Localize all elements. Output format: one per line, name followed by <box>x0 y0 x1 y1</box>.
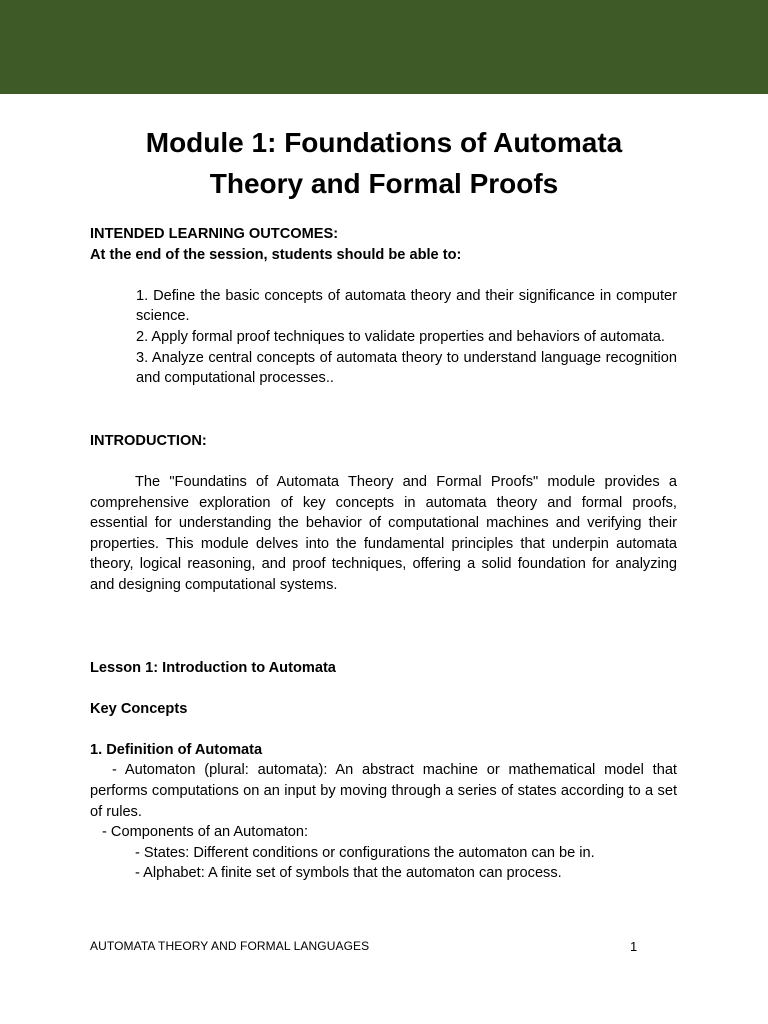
introduction-heading: INTRODUCTION: <box>90 432 207 449</box>
introduction-paragraph: The "Foundatins of Automata Theory and Formal Proofs" module provides a comprehensive exploration of key concepts in automata theory and formal proofs, essential for understanding the behavior of computational machines and verifying their properties. This module delves into the fundamental principles that underpin automata theory, logical reasoning, and proof techniques, offering a solid foundation for analyzing and designing computational systems. <box>90 473 677 593</box>
outcomes-subheading: At the end of the session, students should be able to: <box>90 246 462 263</box>
key-concepts-heading: Key Concepts <box>90 700 188 717</box>
component-states: - States: Different conditions or configurations the automaton can be in. <box>135 844 595 861</box>
components-heading: - Components of an Automaton: <box>102 824 309 841</box>
title-line-2: Theory and Formal Proofs <box>209 168 559 199</box>
outcome-item-3: 3. Analyze central concepts of automata theory to understand language recognition and computational processes.. <box>136 349 677 387</box>
title-line-1: Module 1: Foundations of Automata <box>145 127 623 158</box>
component-alphabet: - Alphabet: A finite set of symbols that the automaton can process. <box>135 865 562 882</box>
header-banner <box>0 0 768 94</box>
outcomes-list <box>90 286 677 389</box>
document-body <box>90 224 677 884</box>
footer-page-number: 1 <box>630 939 638 954</box>
definition-text: - Automaton (plural: automata): An abstract machine or mathematical model that performs computations on an input by moving through a series of states according to a set of rules. <box>90 762 677 820</box>
outcomes-heading: INTENDED LEARNING OUTCOMES: <box>90 226 339 242</box>
outcome-item-1: 1. Define the basic concepts of automata theory and their significance in computer science. <box>136 287 677 325</box>
page-title <box>0 122 768 204</box>
outcome-item-2: 2. Apply formal proof techniques to validate properties and behaviors of automata. <box>136 328 665 345</box>
footer-course-title: AUTOMATA THEORY AND FORMAL LANGUAGES <box>90 939 370 953</box>
lesson-heading: Lesson 1: Introduction to Automata <box>90 659 336 676</box>
definition-heading: 1. Definition of Automata <box>90 741 263 758</box>
